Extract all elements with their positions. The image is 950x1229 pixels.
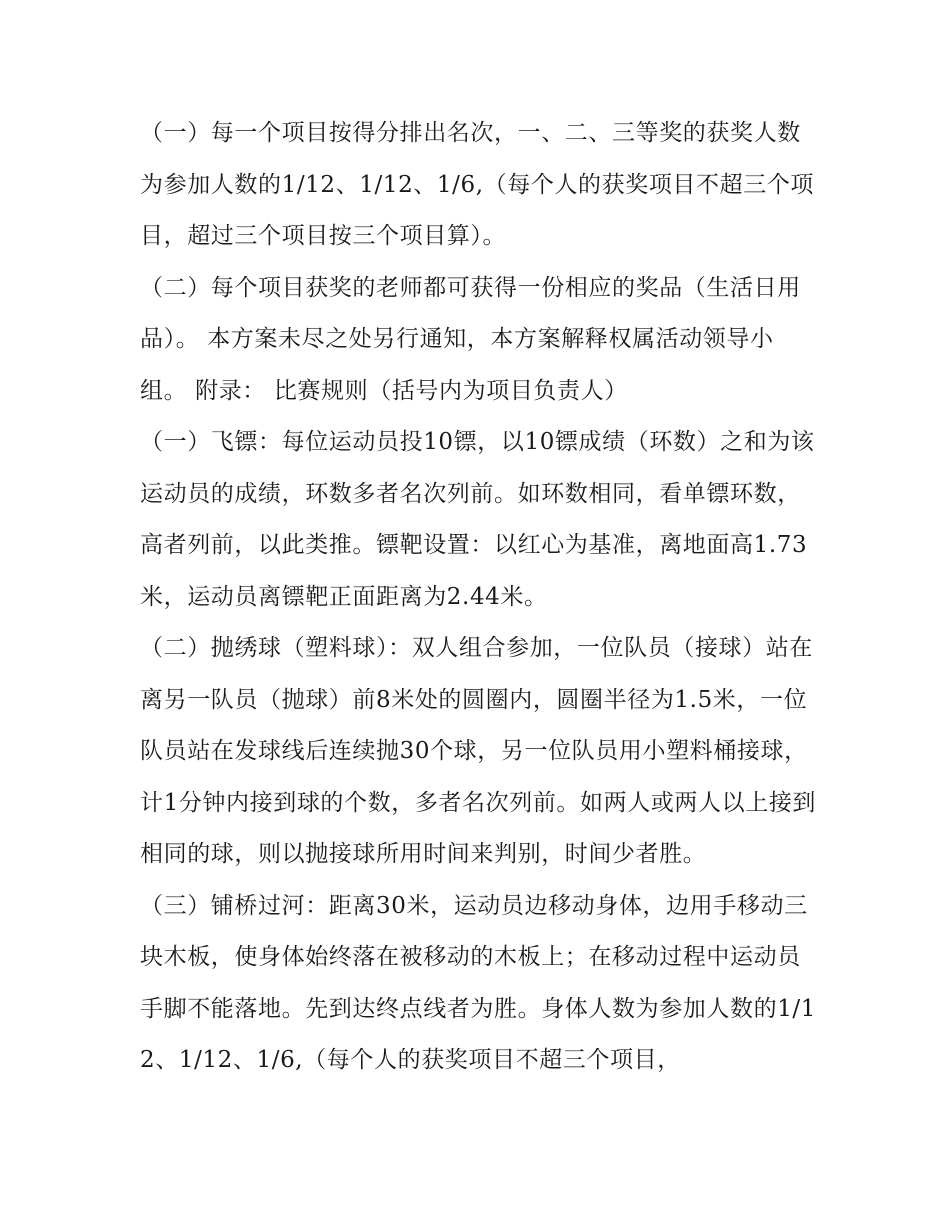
paragraph-darts-rules: （一）飞镖：每位运动员投10镖，以10镖成绩（环数）之和为该运动员的成绩，环数多者名次列前。如环数相同，看单镖环数，高者列前，以此类推。镖靶设置：以红心为基准，离地面高1.73米，运动员离镖靶正面距离为2.44米。: [140, 429, 815, 610]
paragraph-ball-toss-rules: （二）抛绣球（塑料球）：双人组合参加，一位队员（接球）站在离另一队员（抛球）前8米处的圆圈内，圆圈半径为1.5米，一位队员站在发球线后连续抛30个球，另一位队员用小塑料桶接球，计1分钟内接到球的个数，多者名次列前。如两人或两人以上接到相同的球，则以抛接球所用时间来判别，时间少者胜。: [140, 635, 817, 867]
paragraph-awards-ranking: （一）每一个项目按得分排出名次，一、二、三等奖的获奖人数为参加人数的1/12、1/12、1/6,（每个人的获奖项目不超三个项目，超过三个项目按三个项目算）。: [140, 120, 815, 249]
paragraph-bridge-crossing-rules: （三）铺桥过河：距离30米，运动员边移动身体，边用手移动三块木板，使身体始终落在被移动的木板上；在移动过程中运动员手脚不能落地。先到达终点线者为胜。身体人数为参加人数的1/12、1/12、1/6,（每个人的获奖项目不超三个项目，: [140, 892, 817, 1073]
paragraph-prizes-appendix: （二）每个项目获奖的老师都可获得一份相应的奖品（生活日用品）。 本方案未尽之处另行通知，本方案解释权属活动领导小组。 附录： 比赛规则（括号内为项目负责人）: [140, 274, 801, 404]
document-body: [140, 108, 820, 1087]
